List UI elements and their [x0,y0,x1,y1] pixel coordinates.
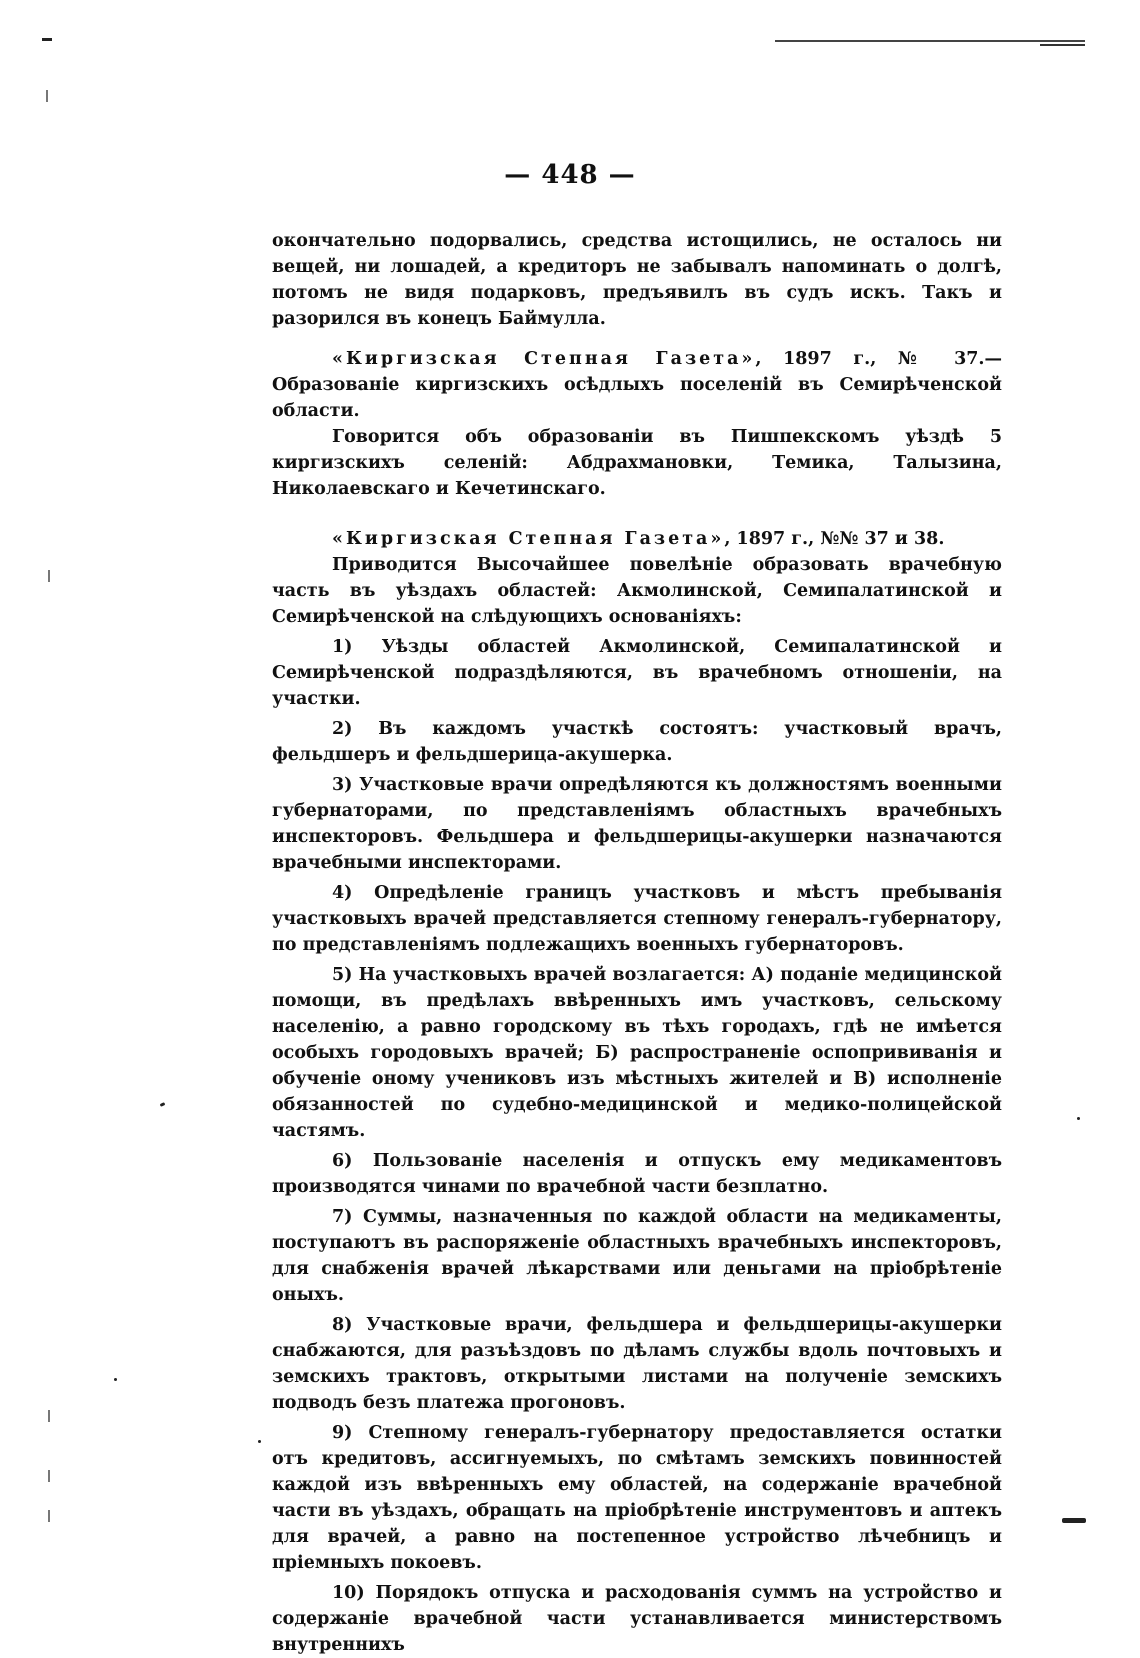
list-item: 5) На участковыхъ врачей возлагается: А) поданіе медицинской помощи, въ предѣлахъ ввѣренныхъ имъ участковъ, сельскому населенію, а равно городскому въ тѣхъ городахъ, гдѣ не имѣется особыхъ городовыхъ врачей; Б) распространеніе оспопрививанія и обученіе оному учениковъ изъ мѣстныхъ жителей и В) исполненіе обязанностей по судебно-медицинской и медико-полицейской частямъ. [272,965,1002,1141]
section-heading [272,346,1002,424]
paragraph: Приводится Высочайшее повелѣніе образовать врачебную часть въ уѣздахъ областей: Акмолинской, Семипалатинской и Семирѣченской на слѣдующихъ основаніяхъ: [272,555,1002,627]
scan-mark [160,1102,166,1107]
list-item: 9) Степному генералъ-губернатору предоставляется остатки отъ кредитовъ, ассигнуемыхъ, по смѣтамъ земскихъ повинностей каждой изъ ввѣренныхъ ему областей, на содержаніе врачебной части въ уѣздахъ, обращать на пріобрѣтеніе инструментовъ и аптекъ для врачей, а равно на постепенное устройство лѣчебницъ и пріемныхъ покоевъ. [272,1423,1002,1573]
list-item: 4) Опредѣленіе границъ участковъ и мѣстъ пребыванія участковыхъ врачей представляется степному генералъ-губернатору, по представленіямъ подлежащихъ военныхъ губернаторовъ. [272,883,1002,955]
list-item: 7) Суммы, назначенныя по каждой области на медикаменты, поступаютъ въ распоряженіе областныхъ врачебныхъ инспекторовъ, для снабженія врачей лѣкарствами или деньгами на пріобрѣтеніе оныхъ. [272,1207,1002,1305]
scan-line [1040,44,1085,46]
scan-mark [46,90,48,102]
list-item: 3) Участковые врачи опредѣляются къ должностямъ военными губернаторами, по представленіямъ областныхъ врачебныхъ инспекторовъ. Фельдшера и фельдшерицы-акушерки назначаются врачебными инспекторами. [272,775,1002,873]
list-item: 6) Пользованіе населенія и отпускъ ему медикаментовъ производятся чинами по врачебной части безплатно. [272,1151,1002,1197]
list-item: 10) Порядокъ отпуска и расходованія суммъ на устройство и содержаніе врачебной части устанавливается министерствомъ внутреннихъ [272,1583,1002,1655]
scan-mark [48,1510,50,1522]
scan-mark [114,1378,117,1381]
list-item: 8) Участковые врачи, фельдшера и фельдшерицы-акушерки снабжаются, для разъѣздовъ по дѣламъ службы вдоль почтовыхъ и земскихъ трактовъ, открытыми листами на полученіе земскихъ подводъ безъ платежа прогоновъ. [272,1315,1002,1413]
newspaper-title: «Киргизская Степная Газета» [332,529,725,549]
scan-mark [1077,1117,1080,1120]
scan-mark [42,38,52,41]
scan-line [775,40,1085,42]
page-number: — 448 — [504,160,636,190]
scan-mark [258,1440,261,1443]
paragraph: окончательно подорвались, средства истощились, не осталось ни вещей, ни лошадей, а кредиторъ не забывалъ напоминать о долгѣ, потомъ не видя подарковъ, предъявилъ въ судъ искъ. Такъ и разорился въ конецъ Баймулла. [272,231,1002,329]
scan-mark [48,570,50,582]
paragraph: Говорится объ образованіи въ Пишпекскомъ уѣздѣ 5 киргизскихъ селеній: Абдрахмановки, Темика, Талызина, Николаевскаго и Кечетинскаго. [272,427,1002,499]
newspaper-title: «Киргизская Степная Газета» [332,349,756,369]
scan-mark [1062,1518,1086,1523]
section-heading [272,526,1002,552]
list-item: 1) Уѣзды областей Акмолинской, Семипалатинской и Семирѣченской подраздѣляются, въ врачебномъ отношеніи, на участки. [272,637,1002,709]
section-heading-rest: , 1897 г., №№ 37 и 38. [724,529,945,549]
scan-mark [48,1470,50,1482]
list-item: 2) Въ каждомъ участкѣ состоятъ: участковый врачъ, фельдшеръ и фельдшерица-акушерка. [272,719,1002,765]
section-heading-rest: , 1897 г., № 37.—Образованіе киргизскихъ осѣдлыхъ поселеній въ Семирѣченской области. [272,349,1003,421]
page-text [272,228,1002,1658]
scan-mark [48,1410,50,1422]
